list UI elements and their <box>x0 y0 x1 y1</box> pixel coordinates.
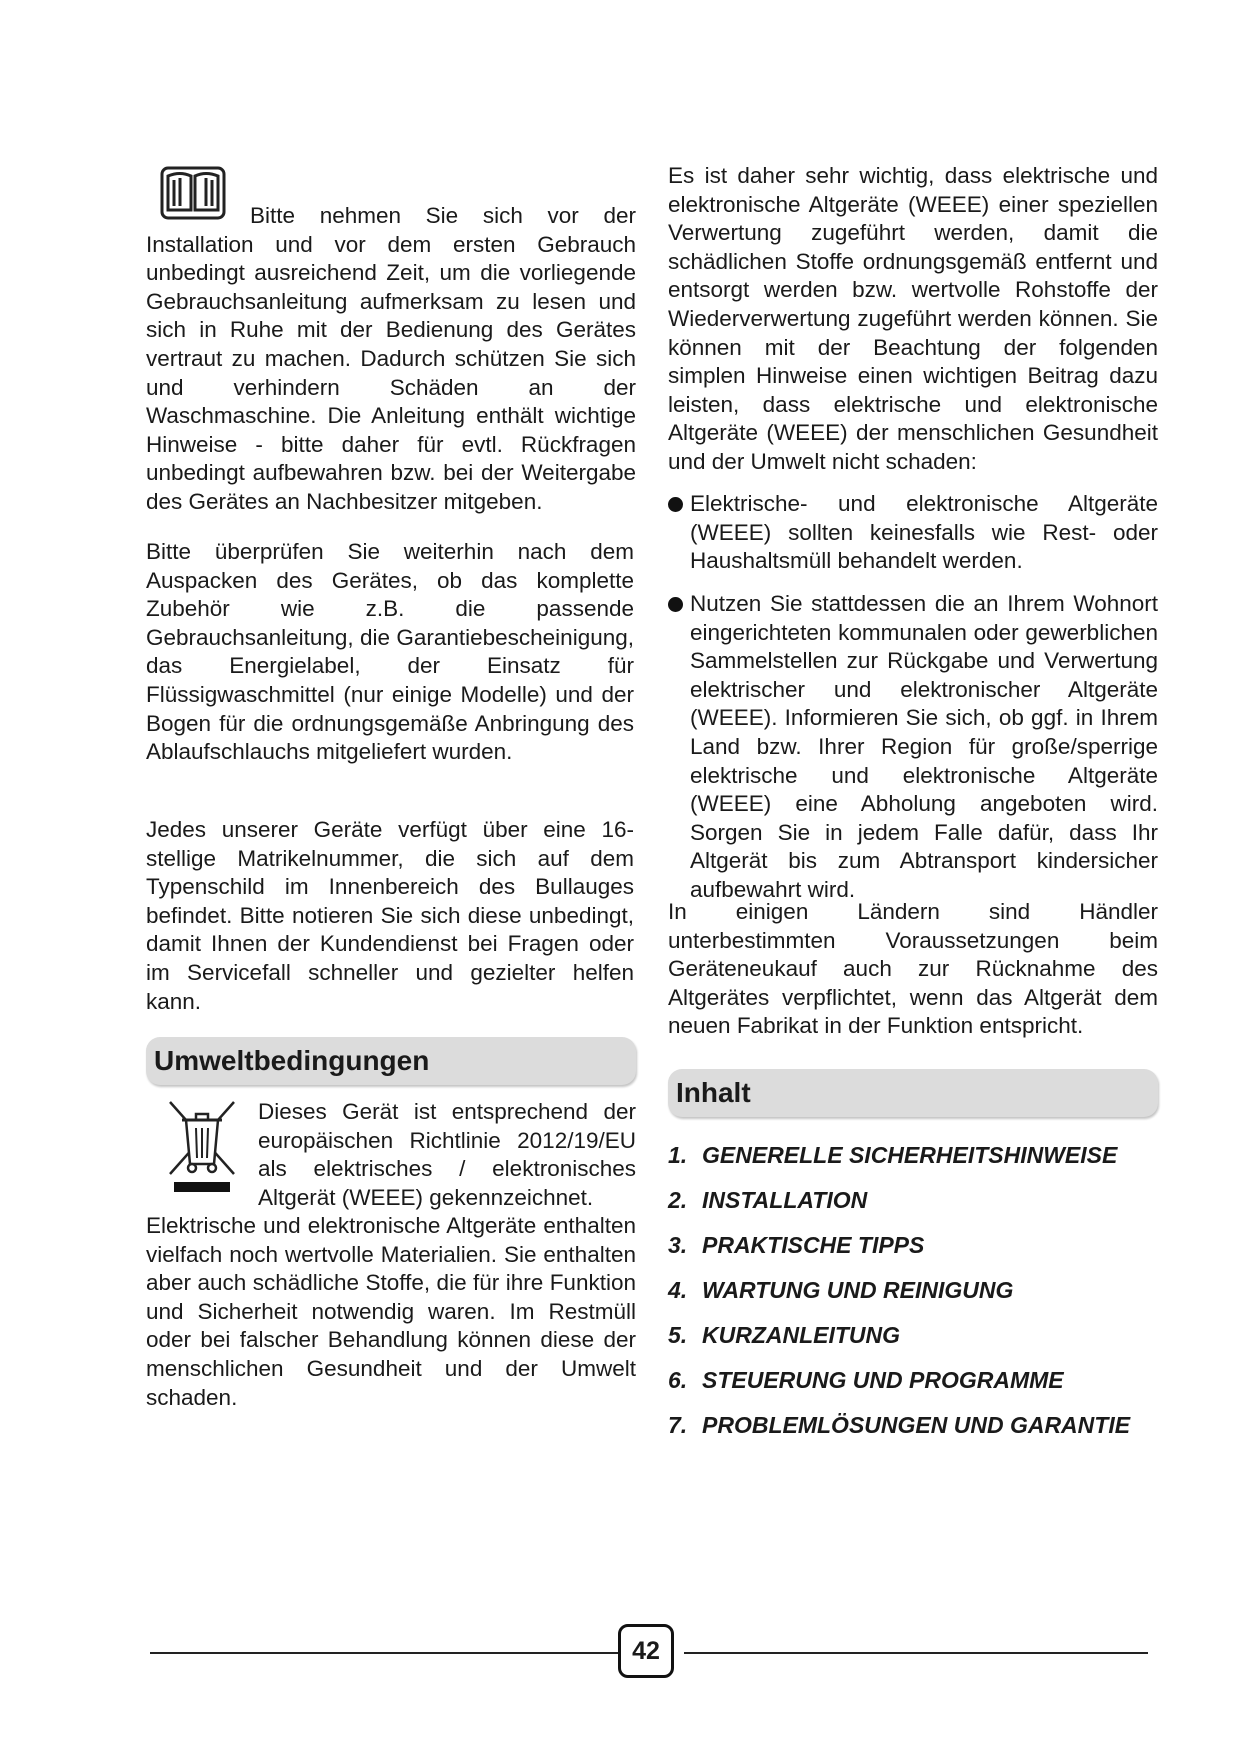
list-item <box>668 590 1158 905</box>
toc-item <box>668 1275 1168 1320</box>
section-heading-inhalt: Inhalt <box>668 1069 1158 1117</box>
dealer-takeback-paragraph: In einigen Ländern sind Händler unterbestimmten Voraussetzungen beim Geräteneukauf auch zur Rücknahme des Altgerätes verpflichtet, wenn das Altgerät dem neuen Fabrikat in der Funktion entspricht. <box>668 899 1158 1039</box>
disposal-importance-paragraph: Es ist daher sehr wichtig, dass elektrische und elektronische Altgeräte (WEEE) einer speziellen Verwertung zugeführt werden, damit die schädlichen Stoffe ordnungsgemäß entfernt und entsorgt werden bzw. wertvolle Rohstoffe der Wiederverwertung zugeführt werden können. Sie können mit der Beachtung der folgenden simplen Hinweise einen wichtigen Beitrag dazu leisten, dass elektrische und elektronische Altgeräte (WEEE) der menschlichen Gesundheit und der Umwelt nicht schaden: <box>668 163 1158 474</box>
table-of-contents <box>668 1140 1168 1455</box>
hazardous-materials-paragraph: Elektrische und elektronische Altgeräte enthalten vielfach noch wertvolle Materialien. Sie enthalten aber auch schädliche Stoffe, die für ihre Funktion und Sicherheit notwendig waren. Im Restmüll oder bei falscher Behandlung können diese der menschlichen Gesundheit und der Umwelt schaden. <box>146 1213 636 1410</box>
toc-item-number: 4. <box>668 1277 688 1303</box>
crossed-out-wheelie-bin-icon <box>166 1098 238 1194</box>
footer-divider <box>684 1652 1148 1654</box>
toc-item-number: 2. <box>668 1187 688 1213</box>
toc-item-number: 7. <box>668 1412 688 1438</box>
toc-item-label: KURZANLEITUNG <box>702 1322 901 1348</box>
toc-item <box>668 1185 1168 1230</box>
serial-number-paragraph: Jedes unserer Geräte verfügt über eine 16-stellige Matrikelnummer, die sich auf dem Typenschild im Innenbereich des Bullauges befindet. Bitte notieren Sie sich diese unbedingt, damit Ihnen der Kundendienst bei Fragen oder im Servicefall schneller und gezielter helfen kann. <box>146 817 634 1014</box>
toc-item <box>668 1410 1168 1455</box>
toc-item-label: GENERELLE SICHERHEITSHINWEISE <box>702 1142 1118 1168</box>
toc-item-label: WARTUNG UND REINIGUNG <box>702 1277 1014 1303</box>
toc-item-number: 3. <box>668 1232 688 1258</box>
list-item <box>668 490 1158 576</box>
footer-divider <box>150 1652 620 1654</box>
toc-item <box>668 1140 1168 1185</box>
bullet-text: Nutzen Sie stattdessen die an Ihrem Wohnort eingerichteten kommunalen oder gewerblichen Sammelstellen zur Rückgabe und Verwertung elektrischer und elektronischer Altgeräte (WEEE). Informieren Sie sich, ob ggf. in Ihrem Land bzw. Ihrer Region für große/sperrige elektrische und elektronische Altgeräte (WEEE) eine Abholung angeboten wird. Sorgen Sie in jedem Falle dafür, dass Ihr Altgerät bis zum Abtransport kindersicher aufbewahrt wird. <box>690 591 1158 902</box>
toc-item-label: PRAKTISCHE TIPPS <box>702 1232 925 1258</box>
toc-item-label: INSTALLATION <box>702 1187 868 1213</box>
toc-item-number: 1. <box>668 1142 688 1168</box>
toc-item <box>668 1230 1168 1275</box>
toc-item-number: 6. <box>668 1367 688 1393</box>
intro-paragraph: Bitte nehmen Sie sich vor der Installation und vor dem ersten Gebrauch unbedingt ausreichend Zeit, um die vorliegende Gebrauchsanleitung aufmerksam zu lesen und sich in Ruhe mit der Bedienung des Gerätes vertraut zu machen. Dadurch schützen Sie sich und verhindern Schäden an der Waschmaschine. Die Anleitung enthält wichtige Hinweise - bitte daher für evtl. Rückfragen unbedingt aufbewahren bzw. bei der Weitergabe des Gerätes an Nachbesitzer mitgeben. <box>146 203 636 514</box>
bullet-text: Elektrische- und elektronische Altgeräte (WEEE) sollten keinesfalls wie Rest- oder Haushaltsmüll behandelt werden. <box>690 491 1158 574</box>
toc-item-label: PROBLEMLÖSUNGEN UND GARANTIE <box>702 1412 1131 1438</box>
toc-item <box>668 1365 1168 1410</box>
bullet-icon <box>668 490 690 518</box>
bullet-icon <box>668 590 690 618</box>
toc-item-label: STEUERUNG UND PROGRAMME <box>702 1367 1064 1393</box>
toc-item <box>668 1320 1168 1365</box>
weee-directive-paragraph: Dieses Gerät ist entsprechend der europäischen Richtlinie 2012/19/EU als elektrisches / elektronisches Altgerät (WEEE) gekennzeichnet. <box>258 1099 636 1210</box>
accessory-check-paragraph: Bitte überprüfen Sie weiterhin nach dem Auspacken des Gerätes, ob das komplette Zubehör wie z.B. die passende Gebrauchsanleitung, die Garantiebescheinigung, das Energielabel, der Einsatz für Flüssigwaschmittel (nur einige Modelle) und der Bogen für die ordnungsgemäße Anbringung des Ablaufschlauchs mitgeliefert wurden. <box>146 539 634 765</box>
page-number: 42 <box>618 1624 674 1678</box>
section-heading-umweltbedingungen: Umweltbedingungen <box>146 1037 636 1085</box>
toc-item-number: 5. <box>668 1322 688 1348</box>
